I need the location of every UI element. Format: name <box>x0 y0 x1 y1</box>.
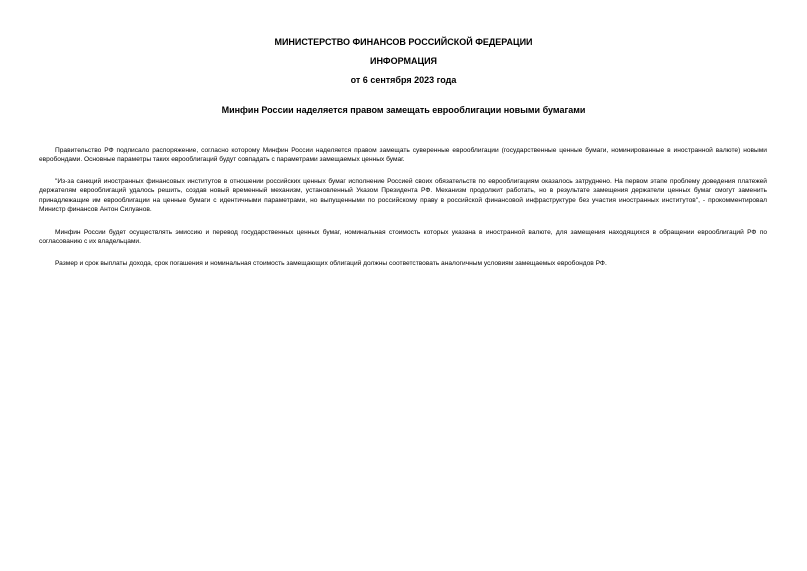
document-date: от 6 сентября 2023 года <box>350 75 457 85</box>
body-paragraph: Минфин России будет осуществлять эмиссию и перевод государственных ценных бумаг, номинальная стоимость которых указана в иностранной валюте, для замещения находящихся в обращении еврооблигаций РФ по согласованию с их владельцами. <box>39 229 767 246</box>
document-type-heading: ИНФОРМАЦИЯ <box>369 56 438 66</box>
body-paragraph: Правительство РФ подписало распоряжение, согласно которому Минфин России наделяется правом замещать суверенные еврооблигации (государственные ценные бумаги, номинированные в иностранной валюте) новыми евробондами. Основные параметры таких еврооблигаций будут совпадать с параметрами замещаемых ценных бумаг. <box>39 147 767 164</box>
organization-heading: МИНИСТЕРСТВО ФИНАНСОВ РОССИЙСКОЙ ФЕДЕРАЦИИ <box>274 37 533 47</box>
body-paragraph: "Из-за санкций иностранных финансовых институтов в отношении российских ценных бумаг исполнение Россией своих обязательств по еврооблигациям оказалось затруднено. На первом этапе проблему доведения платежей держателям еврооблигаций удалось решить, создав новый временный механизм, установленный Указом Президента РФ. Механизм продолжит работать, но в результате замещения держатели ценных бумаг смогут заменить принадлежащие им еврооблигации на ценные бумаги с идентичными параметрами, но выпущенными по российскому праву в российской финансовой инфраструктуре без участия иностранных институтов", - прокомментировал Министр финансов Антон Силуанов. <box>39 178 767 214</box>
body-paragraph: Размер и срок выплаты дохода, срок погашения и номинальная стоимость замещающих облигаций должны соответствовать аналогичным условиям замещаемых евробондов РФ. <box>55 260 607 267</box>
document-title: Минфин России наделяется правом замещать еврооблигации новыми бумагами <box>221 105 586 115</box>
